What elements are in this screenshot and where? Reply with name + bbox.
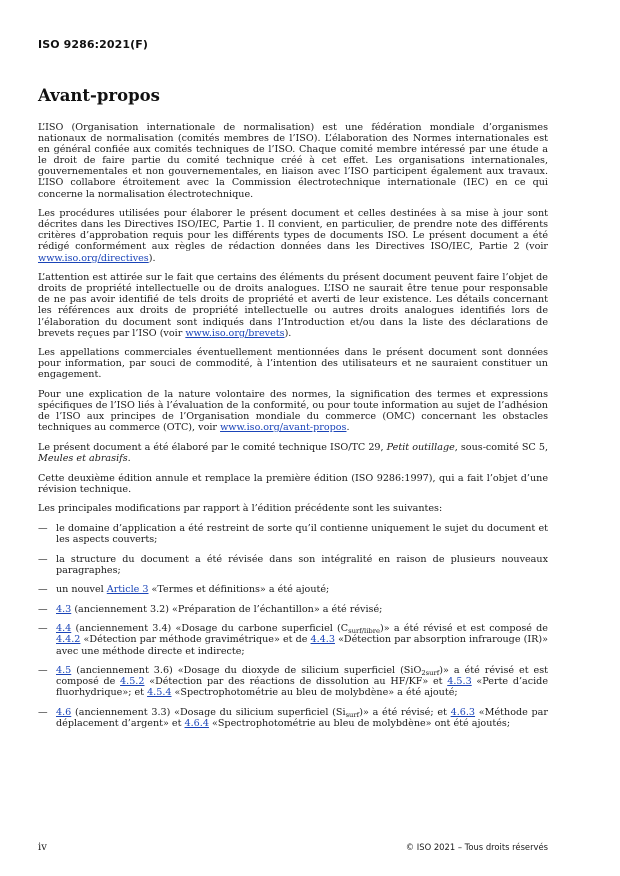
list-item-text: )» a été révisé et est composé de (56, 665, 549, 688)
paragraph-changes-intro: Les principales modifications par rapport à l’édition précédente sont les suivantes: (38, 503, 443, 515)
list-item-text: un nouvel (56, 584, 107, 596)
copyright-notice: © ISO 2021 – Tous droits réservés (405, 842, 548, 852)
link-4-6-3[interactable]: 4.6.3 (450, 706, 476, 718)
dash-bullet: — (38, 623, 48, 635)
changes-list (38, 523, 548, 729)
link-4-4-2[interactable]: 4.4.2 (56, 634, 81, 646)
link-article-3[interactable]: Article 3 (106, 584, 149, 596)
link-4-5[interactable]: 4.5 (56, 665, 72, 677)
paragraph-edition: Cette deuxième édition annule et remplace la première édition (ISO 9286:1997), qui a fait l’objet d’une révision technique. (38, 472, 548, 495)
list-item (38, 665, 548, 698)
list-item (38, 554, 548, 576)
paragraph-text: . (346, 422, 350, 434)
link-4-5-4[interactable]: 4.5.4 (147, 687, 172, 699)
list-item-text: «Spectrophotométrie au bleu de molybdène» ont été ajoutés; (208, 718, 511, 730)
link-4-5-3[interactable]: 4.5.3 (447, 676, 472, 688)
list-item-text: «Détection par absorption infrarouge (IR)» avec une méthode directe et indirecte; (56, 634, 548, 657)
list-item-text: «Méthode par déplacement d’argent» et (56, 706, 548, 730)
paragraph-procedures (38, 208, 548, 263)
subscript: surf/libre (348, 627, 381, 636)
link-4-4-3[interactable]: 4.4.3 (310, 634, 335, 646)
list-item-text: (anciennement 3.4) «Dosage du carbone superficiel (C (71, 623, 349, 635)
dash-bullet: — (38, 603, 48, 615)
list-item-text: «Spectrophotométrie au bleu de molybdène» a été ajouté; (171, 687, 458, 699)
paragraph-text: Les procédures utilisées pour élaborer le présent document et celles destinées à sa mise à jour sont décrites dans les Directives ISO/IEC, Partie 1. Il convient, en particulier, de prendre note des différents critères d’approbation requis pour les différents types de documents ISO. Le présent document a été rédigé conformément aux règles de rédaction données dans les Directives ISO/IEC, Partie 2 (voir (38, 208, 548, 253)
link-4-6[interactable]: 4.6 (56, 706, 72, 718)
dash-bullet: — (38, 584, 48, 596)
page-number: iv (38, 842, 47, 853)
link-brevets[interactable]: www.iso.org/brevets (185, 327, 285, 339)
paragraph-text: ). (284, 327, 292, 339)
paragraph-text: , sous-comité SC 5, (454, 441, 548, 453)
list-item-text: «Termes et définitions» a été ajouté; (148, 584, 330, 596)
link-4-5-2[interactable]: 4.5.2 (120, 676, 145, 688)
paragraph-iso-intro: L’ISO (Organisation internationale de normalisation) est une fédération mondiale d’organismes nationaux de normalisation (comités membres de l’ISO). L’élaboration des Normes internationales est en général confiée aux comités techniques de l’ISO. Chaque comité membre intéressé par une étude a le droit de faire partie du comité technique créé à cet effet. Les organisations internationales, gouvernementales et non gouvernementales, en liaison avec l’ISO participent également aux travaux. L’ISO collabore étroitement avec la Commission électrotechnique internationale (IEC) en ce qui concerne la normalisation électrotechnique. (38, 122, 548, 200)
list-item (38, 623, 548, 656)
list-item (38, 707, 548, 729)
list-item-text: le domaine d’application a été restreint de sorte qu’il contienne uniquement le sujet du document et les aspects couverts; (56, 522, 548, 545)
document-id: ISO 9286:2021(F) (38, 38, 148, 51)
list-item (38, 604, 548, 615)
paragraph-patents (38, 272, 548, 339)
link-avant-propos[interactable]: www.iso.org/avant-propos (220, 422, 347, 434)
dash-bullet: — (38, 706, 48, 718)
list-item-text: (anciennement 3.3) «Dosage du silicium superficiel (Si (71, 706, 346, 718)
paragraph-committee (38, 442, 548, 464)
subscript: surf (345, 710, 360, 719)
list-item-text: (anciennement 3.2) «Préparation de l’échantillon» a été révisé; (71, 603, 383, 615)
paragraph-text: L’attention est attirée sur le fait que certains des éléments du présent document peuvent faire l’objet de droits de propriété intellectuelle ou de droits analogues. L’ISO ne saurait être tenue pour responsable de ne pas avoir identifié de tels droits de propriété et averti de leur existence. Les détails concernant les références aux droits de propriété intellectuelle ou autres droits analogues identifiés lors de l’élaboration du document sont indiqués dans l’Introduction et/ou dans la liste des déclarations de brevets reçues par l’ISO (voir (38, 272, 548, 339)
dash-bullet: — (38, 522, 48, 534)
paragraph-text: Pour une explication de la nature volontaire des normes, la signification des termes et expressions spécifiques de l’ISO liés à l’évaluation de la conformité, ou pour toute information au sujet de l’adhésion de l’ISO aux principes de l’Organisation mondiale du commerce (OMC) concernant les obstacles techniques au commerce (OTC), voir (38, 388, 548, 434)
subscript: 2surf (421, 669, 440, 678)
page-title: Avant-propos (38, 86, 160, 105)
committee-name: Petit outillage (386, 441, 455, 453)
list-item-text: la structure du document a été révisée dans son intégralité en raison de plusieurs nouveaux paragraphes; (56, 553, 548, 576)
list-item-text: (anciennement 3.6) «Dosage du dioxyde de silicium superficiel (SiO (71, 665, 422, 677)
link-4-6-4[interactable]: 4.6.4 (184, 718, 209, 730)
link-4-3[interactable]: 4.3 (56, 603, 72, 615)
list-item-text: «Détection par méthode gravimétrique» et de (80, 634, 311, 646)
link-4-4[interactable]: 4.4 (56, 623, 72, 635)
list-item-text: «Perte d’acide fluorhydrique»; et (56, 676, 549, 699)
dash-bullet: — (38, 665, 48, 677)
dash-bullet: — (38, 553, 48, 565)
list-item-text: )» a été révisé; et (359, 706, 451, 718)
link-directives[interactable]: www.iso.org/directives (38, 252, 149, 264)
list-item-text: )» a été révisé et est composé de (380, 623, 548, 635)
paragraph-text: ). (148, 252, 156, 264)
subcommittee-name: Meules et abrasifs (38, 452, 128, 464)
paragraph-trade-names: Les appellations commerciales éventuellement mentionnées dans le présent document sont données pour information, par souci de commodité, à l’intention des utilisateurs et ne sauraient constituer un engagement. (38, 347, 548, 381)
list-item-text: «Détection par des réactions de dissolution au HF/KF» et (144, 676, 448, 688)
paragraph-voluntary-nature (38, 389, 548, 433)
document-body (38, 122, 548, 738)
paragraph-text: . (127, 452, 131, 464)
paragraph-text: Le présent document a été élaboré par le comité technique ISO/TC 29, (38, 441, 387, 453)
list-item (38, 523, 548, 545)
list-item (38, 584, 548, 595)
